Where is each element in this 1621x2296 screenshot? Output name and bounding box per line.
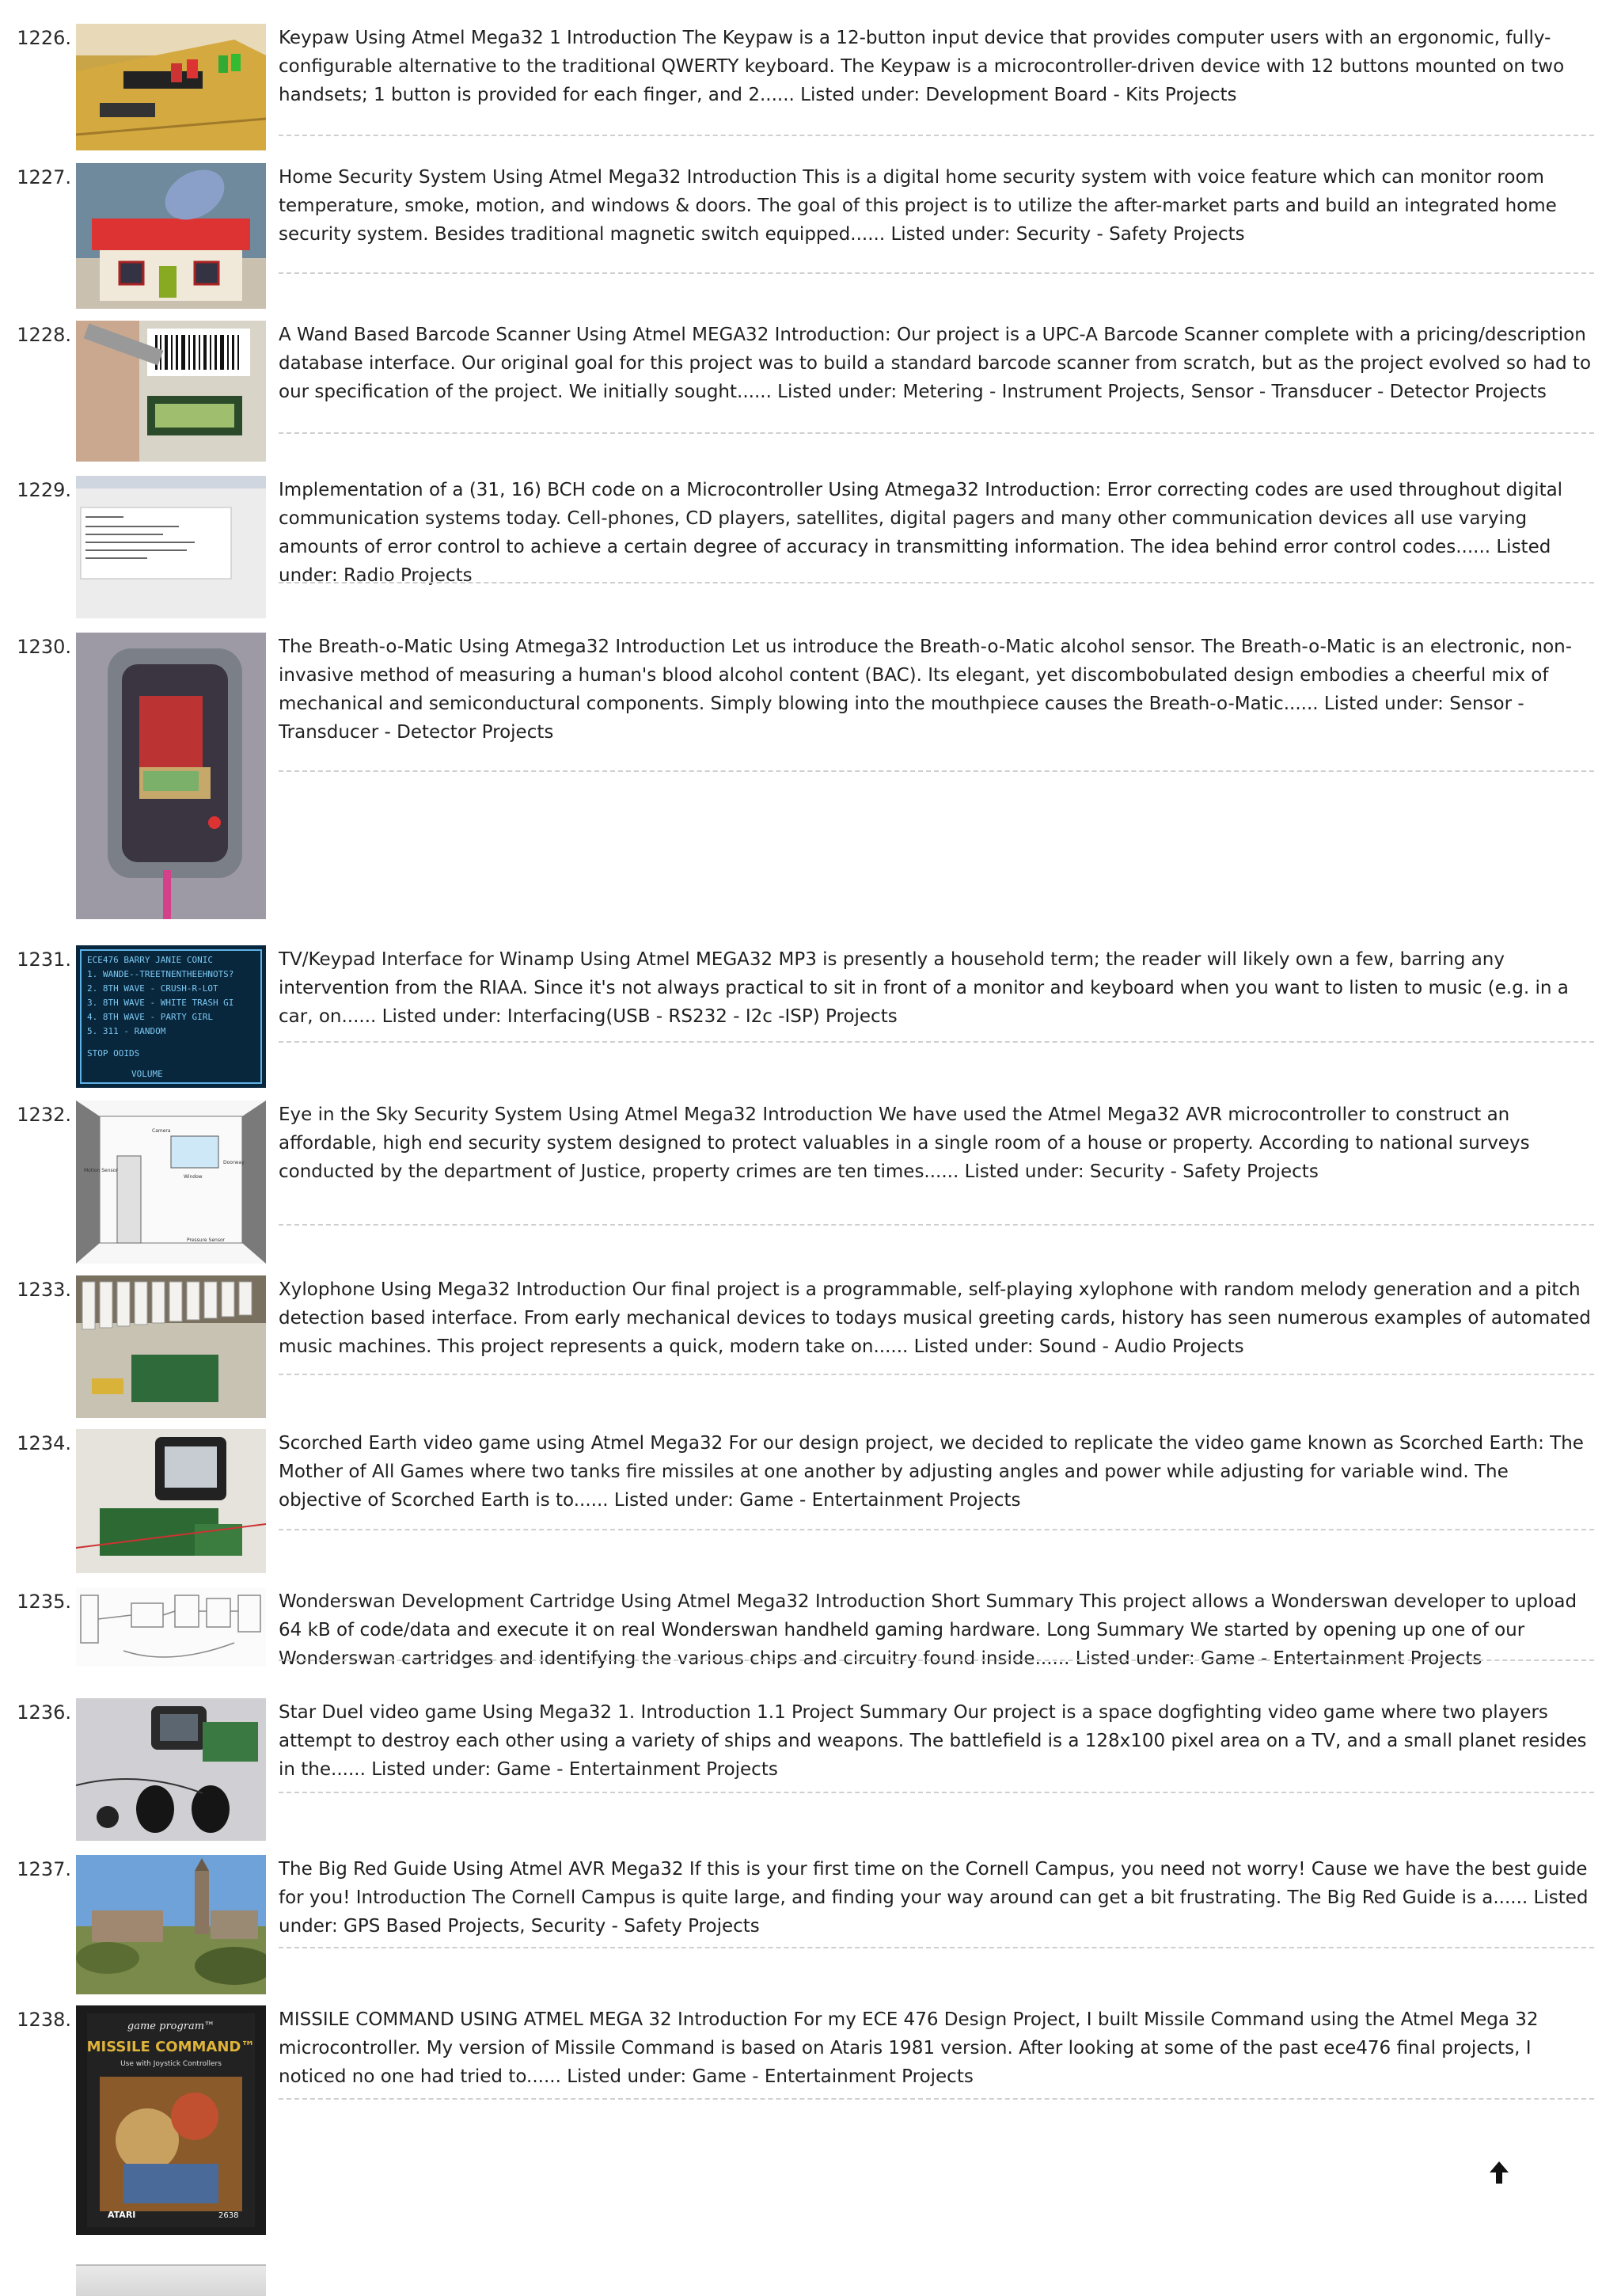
divider bbox=[279, 2098, 1594, 2100]
tv-text-line: STOP OOIDS bbox=[87, 1048, 140, 1059]
svg-text:Window: Window bbox=[184, 1174, 203, 1180]
list-item bbox=[0, 922, 1621, 1077]
project-description[interactable]: Home Security System Using Atmel Mega32 Introduction This is a digital home security system with voice feature which can monitor room temperature, smoke, motion, and windows & doors. The goal of this project is to utilize the after-market parts and build an integrated home security system. Besides traditional magnetic switch equipped...... Listed under: Security - Safety Projects bbox=[279, 167, 1557, 245]
tv-game-setup-image bbox=[76, 1429, 266, 1573]
item-number: 1236. bbox=[17, 1701, 71, 1724]
divider bbox=[279, 770, 1594, 772]
project-description[interactable]: Eye in the Sky Security System Using Atmel Mega32 Introduction We have used the Atmel Mega32 AVR microcontroller to construct an affordable, high end security system designed to protect valuables in a single room of a house or property. According to national surveys conducted by the department of Justice, property crimes are ten times...... Listed under: Security - Safety Projects bbox=[279, 1104, 1530, 1182]
tv-menu-screenshot-image bbox=[76, 945, 266, 1088]
divider bbox=[279, 1224, 1594, 1226]
list-item bbox=[0, 139, 1621, 272]
game-cartridge-image bbox=[76, 2005, 266, 2235]
item-number: 1235. bbox=[17, 1591, 71, 1613]
project-description[interactable]: TV/Keypad Interface for Winamp Using Atmel MEGA32 MP3 is presently a household term; the reader will likely own a few, barring any intervention from the RIAA. Since it's not always practical to sit in front of a monitor and keyboard when you want to listen to music (e.g. in a car, on...... Listed under: Interfacing(USB - RS232 - I2c -ISP) Projects bbox=[279, 949, 1569, 1027]
svg-text:2638: 2638 bbox=[218, 2211, 239, 2220]
list-item bbox=[0, 0, 1621, 136]
tv-text-line: ECE476 BARRY JANIE CONIC bbox=[87, 955, 213, 965]
divider bbox=[279, 272, 1594, 274]
list-item bbox=[0, 609, 1621, 922]
project-description[interactable]: Implementation of a (31, 16) BCH code on a Microcontroller Using Atmega32 Introduction: Error correcting codes are used throughout digital communication systems today. Cell-phones, CD players, satellites, digital pagers and many other communication devices all use varying amounts of error control to achieve a certain degree of accuracy in transmitting information. The idea behind error control codes...... Listed under: Radio Projects bbox=[279, 480, 1563, 586]
list-item bbox=[0, 1077, 1621, 1251]
campus-photo-image bbox=[76, 1855, 266, 1994]
svg-text:game program™: game program™ bbox=[127, 2020, 215, 2032]
item-number: 1228. bbox=[17, 324, 71, 346]
divider bbox=[279, 1659, 1594, 1661]
project-description[interactable]: Wonderswan Development Cartridge Using Atmel Mega32 Introduction Short Summary This project allows a Wonderswan developer to upload 64 kB of code/data and execute it on real Wonderswan handheld gaming hardware. Long Summary We started by opening up one of our Wonderswan cartridges and identifying the various chips and circuitry found inside...... Listed under: Game - Entertainment Projects bbox=[279, 1591, 1577, 1669]
terminal-screenshot-image bbox=[76, 476, 266, 618]
project-description[interactable]: MISSILE COMMAND USING ATMEL MEGA 32 Introduction For my ECE 476 Design Project, I built Missile Command using the Atmel Mega 32 microcontroller. My version of Missile Command is based on Ataris 1981 version. After looking at some of the past ece476 final projects, I noticed no one had tried to...... Listed under: Game - Entertainment Projects bbox=[279, 2009, 1539, 2087]
list-item bbox=[0, 1982, 1621, 2235]
tv-text-line: 5. 311 - RANDOM bbox=[87, 1026, 166, 1036]
room-diagram-image bbox=[76, 1100, 266, 1264]
breathalyzer-device-image bbox=[76, 633, 266, 919]
item-number: 1234. bbox=[17, 1432, 71, 1454]
svg-text:Pressure Sensor: Pressure Sensor bbox=[187, 1237, 226, 1243]
tv-text-line: 4. 8TH WAVE - PARTY GIRL bbox=[87, 1012, 213, 1022]
project-description[interactable]: Star Duel video game Using Mega32 1. Introduction 1.1 Project Summary Our project is a space dogfighting video game where two players attempt to destroy each other using a variety of ships and weapons. The battlefield is a 128x100 pixel area on a TV, and a small planet resides in the...... Listed under: Game - Entertainment Projects bbox=[279, 1702, 1587, 1780]
divider bbox=[279, 582, 1594, 584]
list-item bbox=[0, 1405, 1621, 1560]
project-description[interactable]: A Wand Based Barcode Scanner Using Atmel MEGA32 Introduction: Our project is a UPC-A Barcode Scanner complete with a pricing/description database interface. Our original goal for this project was to build a standard barcode scanner from scratch, but as the project evolved so had to our specification of the project. We initially sought...... Listed under: Metering - Instrument Projects, Sensor - Transducer - Detector Projects bbox=[279, 325, 1592, 402]
item-number: 1226. bbox=[17, 27, 71, 49]
project-thumbnail[interactable] bbox=[76, 1275, 266, 1418]
divider bbox=[279, 1529, 1594, 1530]
list-item bbox=[0, 297, 1621, 436]
svg-text:Use with Joystick Controllers: Use with Joystick Controllers bbox=[120, 2060, 222, 2068]
item-number: 1229. bbox=[17, 479, 71, 501]
xylophone-image bbox=[76, 1275, 266, 1418]
project-thumbnail[interactable] bbox=[76, 1698, 266, 1841]
project-thumbnail[interactable] bbox=[76, 321, 266, 462]
back-to-top-button[interactable] bbox=[1485, 2158, 1513, 2187]
divider bbox=[279, 1041, 1594, 1043]
project-description[interactable]: Keypaw Using Atmel Mega32 1 Introduction The Keypaw is a 12-button input device that provides computer users with an ergonomic, fully-configurable alternative to the traditional QWERTY keyboard. The Keypaw is a microcontroller-driven device with 12 buttons mounted on two handsets; 1 button is provided for each finger, and 2...... Listed under: Development Board - Kits Projects bbox=[279, 28, 1565, 105]
divider bbox=[279, 1792, 1594, 1793]
project-thumbnail[interactable] bbox=[76, 24, 266, 150]
project-thumbnail[interactable] bbox=[76, 1100, 266, 1264]
list-item bbox=[0, 1831, 1621, 1986]
item-number: 1237. bbox=[17, 1858, 71, 1880]
barcode-scanner-image bbox=[76, 321, 266, 462]
project-thumbnail[interactable] bbox=[76, 1429, 266, 1573]
item-number: 1238. bbox=[17, 2009, 71, 2031]
project-thumbnail[interactable] bbox=[76, 163, 266, 309]
item-number: 1230. bbox=[17, 636, 71, 658]
next-thumbnail-partial[interactable] bbox=[76, 2264, 266, 2296]
svg-text:ATARI: ATARI bbox=[108, 2210, 136, 2220]
divider bbox=[279, 135, 1594, 136]
svg-text:Camera: Camera bbox=[152, 1128, 171, 1134]
item-number: 1233. bbox=[17, 1279, 71, 1301]
project-thumbnail[interactable] bbox=[76, 1855, 266, 1994]
project-description[interactable]: Xylophone Using Mega32 Introduction Our final project is a programmable, self-playing xylophone with random melody generation and a pitch detection based interface. From early mechanical devices to todays musical greeting cards, history has seen numerous examples of automated music machines. This project represents a quick, modern take on...... Listed under: Sound - Audio Projects bbox=[279, 1279, 1591, 1357]
list-item bbox=[0, 1564, 1621, 1674]
list-item bbox=[0, 1252, 1621, 1407]
circuit-board-image bbox=[76, 24, 266, 150]
item-number: 1231. bbox=[17, 948, 71, 971]
game-controllers-image bbox=[76, 1698, 266, 1841]
project-description[interactable]: The Big Red Guide Using Atmel AVR Mega32 If this is your first time on the Cornell Campus, you need not worry! Cause we have the best guide for you! Introduction The Cornell Campus is quite large, and finding your way around can get a bit frustrating. The Big Red Guide is a...... Listed under: GPS Based Projects, Security - Safety Projects bbox=[279, 1859, 1589, 1937]
item-number: 1232. bbox=[17, 1104, 71, 1126]
project-thumbnail[interactable] bbox=[76, 2005, 266, 2235]
block-diagram-image bbox=[76, 1587, 266, 1667]
project-thumbnail[interactable] bbox=[76, 476, 266, 618]
divider bbox=[279, 1947, 1594, 1948]
item-number: 1227. bbox=[17, 166, 71, 188]
project-thumbnail[interactable] bbox=[76, 945, 266, 1088]
list-item bbox=[0, 452, 1621, 620]
divider bbox=[279, 432, 1594, 434]
house-model-image bbox=[76, 163, 266, 309]
divider bbox=[279, 1374, 1594, 1375]
project-description[interactable]: Scorched Earth video game using Atmel Mega32 For our design project, we decided to replicate the video game known as Scorched Earth: The Mother of All Games where two tanks fire missiles at one another by adjusting angles and power while adjusting for variable wind. The objective of Scorched Earth is to...... Listed under: Game - Entertainment Projects bbox=[279, 1433, 1584, 1511]
list-item bbox=[0, 1674, 1621, 1833]
project-thumbnail[interactable] bbox=[76, 1587, 266, 1667]
tv-text-line: 1. WANDE--TREETNENTHEEHNOTS? bbox=[87, 969, 234, 979]
svg-text:Doorway: Doorway bbox=[223, 1160, 245, 1165]
project-description[interactable]: The Breath-o-Matic Using Atmega32 Introduction Let us introduce the Breath-o-Matic alcohol sensor. The Breath-o-Matic is an electronic, non-invasive method of measuring a human's blood alcohol content (BAC). Its elegant, yet discombobulated design embodies a cheerful mix of mechanical and semiconductural components. Simply blowing into the mouthpiece causes the Breath-o-Matic...... Listed under: Sensor - Transducer - Detector Projects bbox=[279, 637, 1573, 743]
svg-text:MISSILE COMMAND™: MISSILE COMMAND™ bbox=[86, 2039, 256, 2055]
tv-text-line: 2. 8TH WAVE - CRUSH-R-LOT bbox=[87, 983, 218, 994]
svg-text:Motion Sensor: Motion Sensor bbox=[84, 1168, 118, 1173]
arrow-up-icon bbox=[1485, 2158, 1513, 2187]
project-thumbnail[interactable] bbox=[76, 633, 266, 919]
tv-text-line: 3. 8TH WAVE - WHITE TRASH GI bbox=[87, 998, 234, 1008]
tv-text-line: VOLUME bbox=[131, 1069, 163, 1079]
